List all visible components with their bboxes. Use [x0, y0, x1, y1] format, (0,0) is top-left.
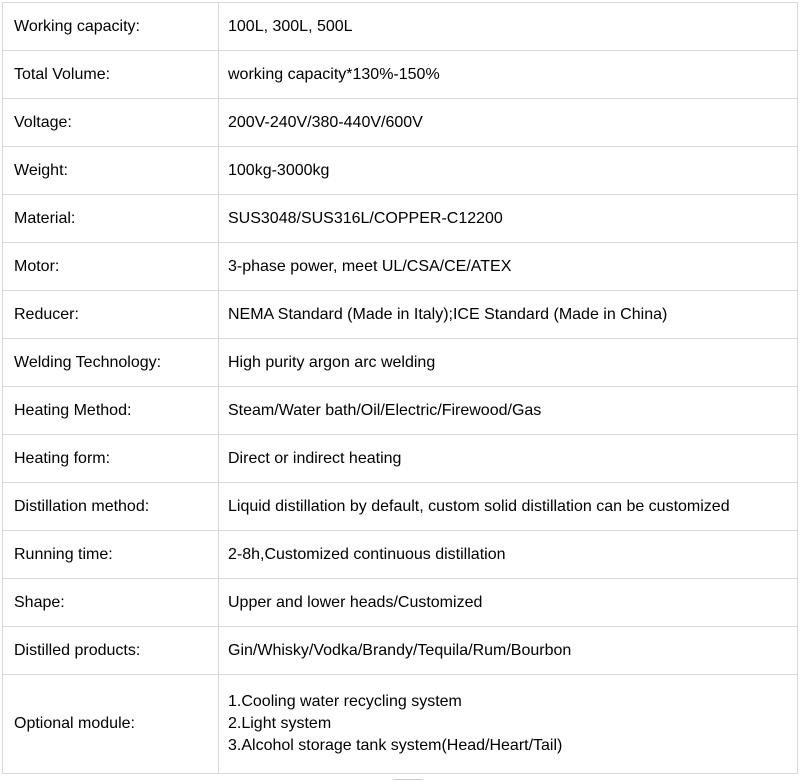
- spec-value-list: [219, 675, 798, 774]
- optional-module-item: 1.Cooling water recycling system: [228, 693, 462, 710]
- spec-label: Optional module:: [3, 675, 219, 774]
- spec-label: Material:: [3, 195, 219, 243]
- spec-label: Distilled products:: [3, 627, 219, 675]
- spec-value: Steam/Water bath/Oil/Electric/Firewood/Gas: [219, 387, 798, 435]
- spec-value: SUS3048/SUS316L/COPPER-C12200: [219, 195, 798, 243]
- spec-row-material: [3, 195, 798, 243]
- spec-label: Heating Method:: [3, 387, 219, 435]
- spec-label: Running time:: [3, 531, 219, 579]
- spec-value: 2-8h,Customized continuous distillation: [219, 531, 798, 579]
- spec-label: Voltage:: [3, 99, 219, 147]
- spec-value: 3-phase power, meet UL/CSA/CE/ATEX: [219, 243, 798, 291]
- spec-row-motor: [3, 243, 798, 291]
- spec-row-reducer: [3, 291, 798, 339]
- spec-row-heating-form: [3, 435, 798, 483]
- spec-value: Upper and lower heads/Customized: [219, 579, 798, 627]
- spec-row-working-capacity: [3, 3, 798, 51]
- spec-value: Direct or indirect heating: [219, 435, 798, 483]
- spec-row-weight: [3, 147, 798, 195]
- spec-row-total-volume: [3, 51, 798, 99]
- spec-row-optional-module: [3, 675, 798, 774]
- spec-row-voltage: [3, 99, 798, 147]
- spec-value: High purity argon arc welding: [219, 339, 798, 387]
- spec-row-welding-technology: [3, 339, 798, 387]
- spec-value: 200V-240V/380-440V/600V: [219, 99, 798, 147]
- spec-value: NEMA Standard (Made in Italy);ICE Standard (Made in China): [219, 291, 798, 339]
- spec-label: Welding Technology:: [3, 339, 219, 387]
- spec-label: Heating form:: [3, 435, 219, 483]
- spec-label: Shape:: [3, 579, 219, 627]
- spec-value: Gin/Whisky/Vodka/Brandy/Tequila/Rum/Bourbon: [219, 627, 798, 675]
- optional-module-item: 2.Light system: [228, 715, 332, 732]
- spec-row-running-time: [3, 531, 798, 579]
- specification-table: [2, 2, 798, 774]
- cropped-edge-mark: [393, 779, 423, 783]
- spec-value: Liquid distillation by default, custom solid distillation can be customized: [219, 483, 798, 531]
- spec-value: 100kg-3000kg: [219, 147, 798, 195]
- spec-label: Motor:: [3, 243, 219, 291]
- spec-row-distilled-products: [3, 627, 798, 675]
- spec-label: Weight:: [3, 147, 219, 195]
- spec-value: working capacity*130%-150%: [219, 51, 798, 99]
- spec-label: Distillation method:: [3, 483, 219, 531]
- spec-row-shape: [3, 579, 798, 627]
- spec-label: Working capacity:: [3, 3, 219, 51]
- spec-row-distillation-method: [3, 483, 798, 531]
- spec-label: Total Volume:: [3, 51, 219, 99]
- spec-label: Reducer:: [3, 291, 219, 339]
- optional-module-item: 3.Alcohol storage tank system(Head/Heart/Tail): [228, 737, 563, 754]
- spec-row-heating-method: [3, 387, 798, 435]
- spec-value: 100L, 300L, 500L: [219, 3, 798, 51]
